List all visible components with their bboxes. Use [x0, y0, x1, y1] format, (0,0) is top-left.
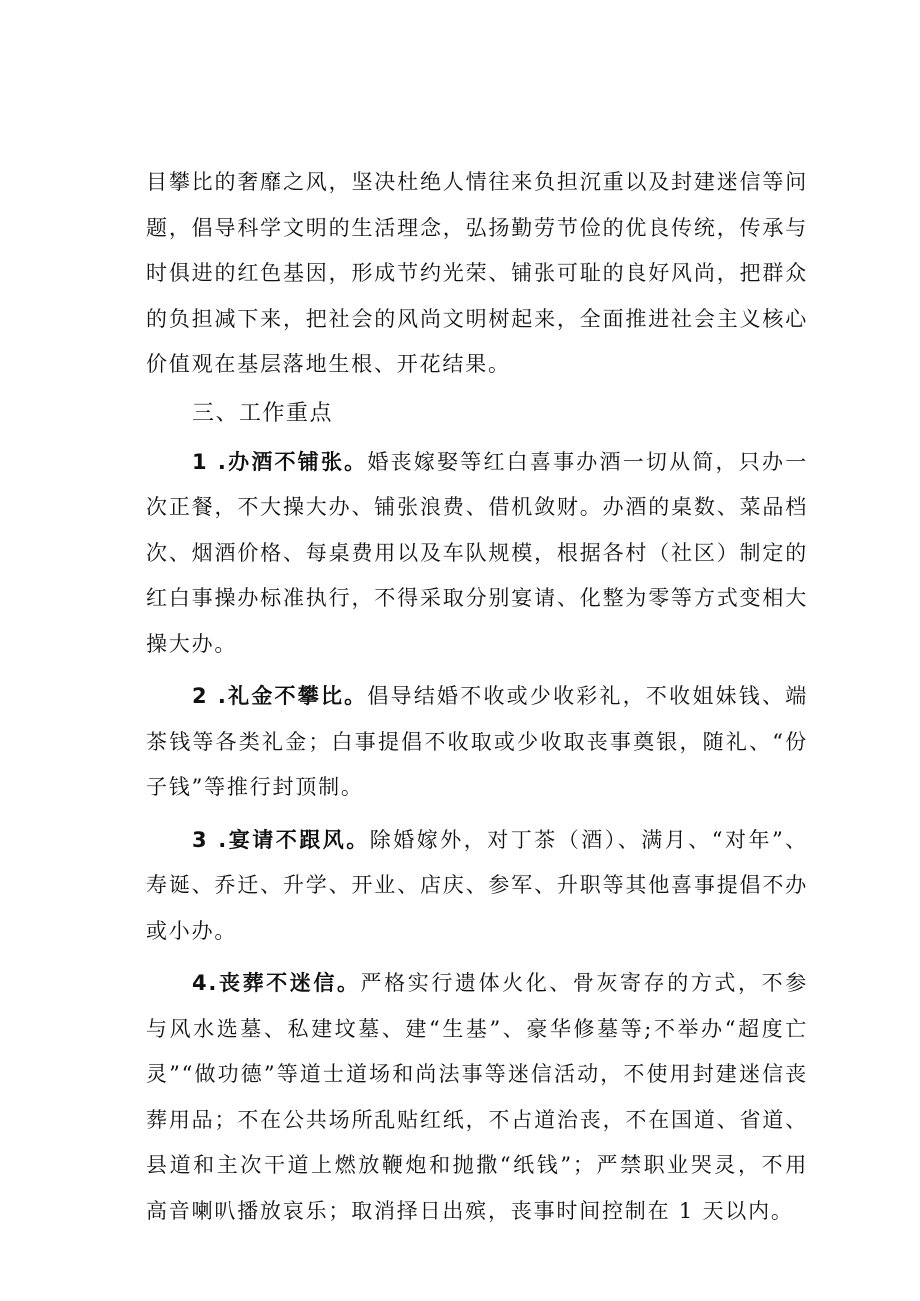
- list-item: [146, 818, 808, 955]
- item-text: 严格实行遗体火化、骨灰寄存的方式，不参与风水选墓、私建坟墓、建“生基”、豪华修墓等;不举办“超度亡灵”“做功德”等道士道场和尚法事等迷信活动，不使用封建迷信丧葬用品；不在公共场所乱贴红纸，不占道治丧，不在国道、省道、县道和主次干道上燃放鞭炮和抛撒“纸钱”；严禁职业哭灵，不用高音喇叭播放哀乐；取消择日出殡，丧事时间控制在 1 天以内。: [146, 971, 808, 1223]
- item-text: 倡导结婚不收或少收彩礼，不收姐妹钱、端茶钱等各类礼金；白事提倡不收取或少收取丧事奠银，随礼、“份子钱”等推行封顶制。: [146, 684, 808, 799]
- item-lead: 2 .礼金不攀比。: [192, 684, 368, 708]
- intro-paragraph: 目攀比的奢靡之风，坚决杜绝人情往来负担沉重以及封建迷信等问题，倡导科学文明的生活理念，弘扬勤劳节俭的优良传统，传承与时俱进的红色基因，形成节约光荣、铺张可耻的良好风尚，把群众的负担减下来，把社会的风尚文明树起来，全面推进社会主义核心价值观在基层落地生根、开花结果。: [146, 170, 808, 376]
- item-text: 婚丧嫁娶等红白喜事办酒一切从简，只办一次正餐，不大操大办、铺张浪费、借机敛财。办酒的桌数、菜品档次、烟酒价格、每桌费用以及车队规模，根据各村（社区）制定的红白事操办标准执行，不得采取分别宴请、化整为零等方式变相大操大办。: [146, 449, 808, 656]
- list-item: [146, 440, 808, 668]
- item-lead: 1 .办酒不铺张。: [192, 449, 368, 474]
- item-lead: 4.丧葬不迷信。: [192, 971, 361, 995]
- item-lead: 3 .宴请不跟风。: [192, 827, 370, 852]
- list-item: [146, 674, 808, 811]
- document-page: [146, 160, 808, 1234]
- list-item: [146, 961, 808, 1234]
- section-heading: 三、工作重点: [192, 400, 334, 426]
- item-text: 除婚嫁外，对丁茶（酒）、满月、“对年”、寿诞、乔迁、升学、开业、店庆、参军、升职等其他喜事提倡不办或小办。: [146, 827, 808, 943]
